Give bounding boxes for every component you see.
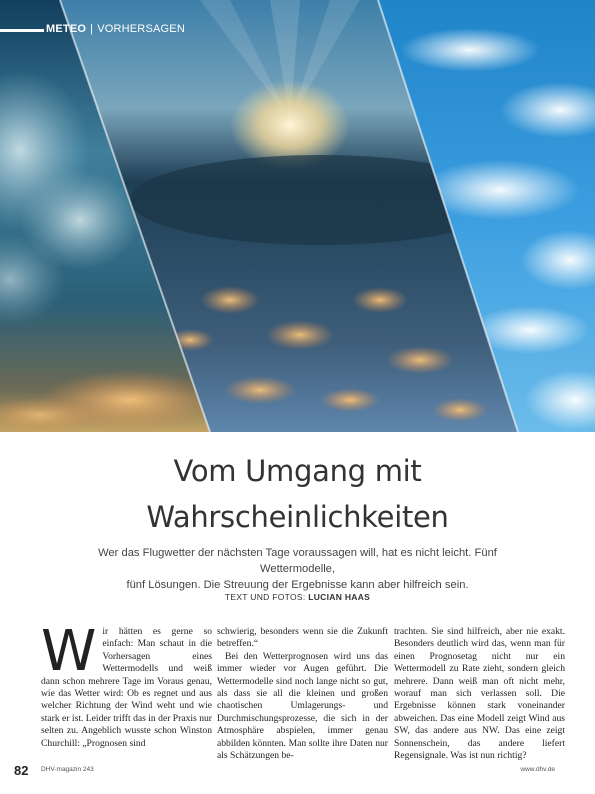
body-paragraph-2: Bei den Wetterprognosen wird uns das immer wieder vor Augen geführt. Die Wettermodelle sind noch lange nicht so gut, als dass sie all die kleinen und großen chaotischen Umlagerungs- und Durchmischungsprozesse, die sich in der Atmosphäre abspielen, immer genau abbilden könnten. Man sollte ihre Daten nur als Schätzungen be- [217, 650, 388, 762]
lead-paragraph [60, 545, 535, 593]
section-subcategory: VORHERSAGEN [97, 23, 185, 35]
credit-author: LUCIAN HAAS [308, 592, 371, 602]
lead-line-2: fünf Lösungen. Die Streuung der Ergebnisse kann aber hilfreich sein. [126, 579, 469, 591]
body-paragraph-1: ir hätten es gerne so einfach: Man schaut in die Vorhersagen eines Wettermodells und weiß dann schon mehrere Tage im Voraus genau, wie das Wetter wird: Ob es regnet und aus welcher Richtung der Wind weht und wie stark er ist. Leider trifft das in der Praxis nur selten zu. Angeblich wusste schon Winston Churchill: „Prognosen sind [41, 626, 212, 749]
headline-line-2: Wahrscheinlichkeiten [146, 500, 449, 534]
kicker-bar [0, 29, 44, 32]
section-category: METEO [46, 23, 87, 35]
body-column-2 [217, 626, 388, 762]
magazine-issue: DHV-magazin 243 [41, 766, 94, 773]
body-paragraph-1-cont: schwierig, besonders wenn sie die Zukunft betreffen.“ [217, 626, 388, 650]
drop-cap: W [41, 619, 97, 684]
page-number: 82 [14, 763, 29, 778]
author-credit [0, 592, 595, 602]
section-kicker [46, 23, 185, 35]
section-separator: | [90, 23, 94, 35]
headline-line-1: Vom Umgang mit [173, 454, 422, 488]
body-column-1 [41, 619, 212, 749]
body-column-3 [394, 626, 565, 762]
credit-label: TEXT UND FOTOS: [224, 592, 306, 602]
lead-line-1: Wer das Flugwetter der nächsten Tage voraussagen will, hat es nicht leicht. Fünf Wettermodelle, [98, 547, 497, 575]
body-paragraph-2-cont: trachten. Sie sind hilfreich, aber nie exakt. Besonders deutlich wird das, wenn man für einen Prognosetag nicht nur ein Wettermodell zu Rate zieht, sondern gleich mehrere. Dann weiß man oft nicht mehr, worauf man sich verlassen soll. Die Ergebnisse können stark voneinander abweichen. Das eine Modell zeigt Wind aus SW, das andere aus NW. Das eine zeigt Sonnenschein, das andere liefert Regensignale. Was ist nun richtig? [394, 626, 565, 762]
website-link[interactable]: www.dhv.de [520, 766, 555, 773]
